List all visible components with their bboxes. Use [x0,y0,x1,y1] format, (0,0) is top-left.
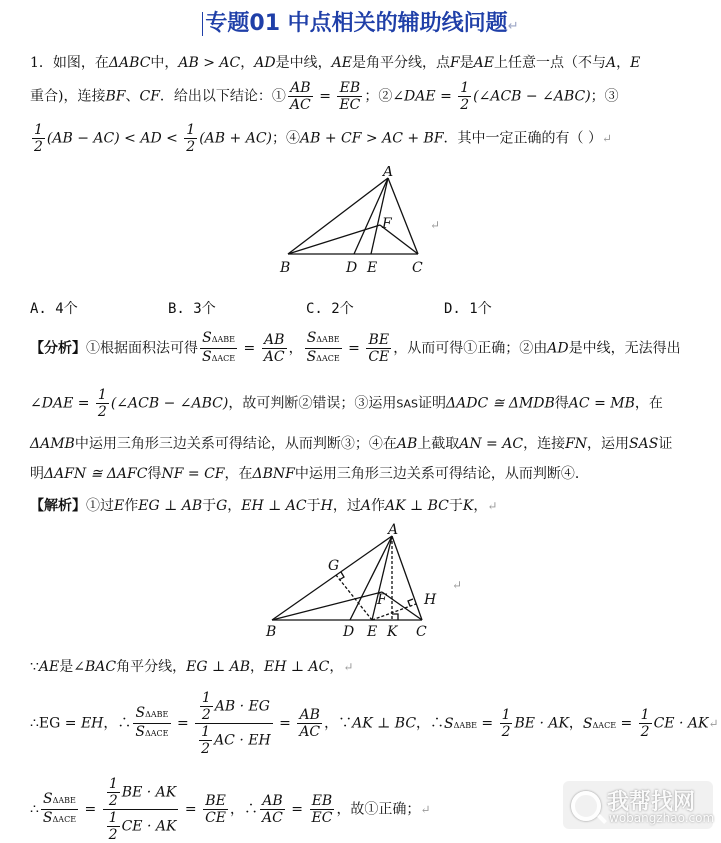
label-B: B [280,260,291,276]
text: ，在 [224,466,253,482]
sub: ΔACE [316,354,340,363]
label-B: B [266,624,277,640]
segment-AB [272,536,392,620]
fraction [184,122,197,155]
page-title [0,6,721,37]
analysis-tag: 【分析】 [30,340,86,357]
text: 得 [147,466,162,482]
segment-BF [272,592,382,620]
choice-a[interactable]: A. 4个 [30,301,78,317]
analysis-line-2 [30,387,701,420]
denominator [195,724,273,757]
text: 中运用三角形三边关系可得结论，从而判断④． [294,466,589,482]
text: 于 [306,498,321,514]
title-text: 专题01 中点相关的辅助线问题 [205,11,508,36]
problem-line-1 [30,52,701,72]
numerator: BE [203,793,228,810]
text: 是 [459,55,474,71]
text: ，∴ [103,715,132,732]
text: ，运用 [587,436,630,452]
text: ，故①正确； [336,801,421,818]
label-G: G [328,558,340,574]
text: = [274,715,296,732]
math: AE [331,55,352,71]
numerator [305,330,342,349]
label-K: K [387,624,398,640]
paragraph-mark-icon: ↵ [430,218,441,232]
denominator: EC [311,810,333,826]
text: ， [288,340,303,357]
watermark [563,781,713,829]
s: S [306,349,317,365]
text: 中运用三角形三边关系可得结论，从而判断③；④在 [74,436,397,452]
s: S [306,330,317,346]
text: 证明 [418,395,447,412]
text: BE · AK [121,784,177,801]
math: (∠ACB − ∠ABC) [110,395,229,412]
text: ， [227,498,242,514]
text: ，从而可得①正确；②由 [393,340,548,357]
text: = [286,801,308,818]
analysis-line-1 [30,330,701,367]
text: 角平分线， [116,659,187,675]
math: AD [547,340,569,357]
paragraph-mark-icon: ↵ [487,499,498,513]
text: 于 [202,498,217,514]
text: 作 [124,498,139,514]
numerator: 1 [640,707,650,723]
text: 是中线， [275,55,332,71]
text: = [172,715,194,732]
denominator [133,724,170,742]
text: 是 [59,659,74,675]
analysis-line-3 [30,433,701,453]
text: ；② [364,88,393,105]
paragraph-mark-icon: ↵ [343,660,354,674]
math: A [606,55,617,71]
math [444,716,477,732]
denominator [103,810,179,843]
fraction [337,80,362,113]
text: ，∵ [324,715,353,732]
numerator: 1 [108,776,118,792]
denominator: 2 [201,707,211,723]
sub: ΔABE [211,335,235,344]
denominator: AC [262,810,283,826]
text: 是角平分线，点 [351,55,450,71]
math: F [449,55,460,71]
label-F: F [382,216,392,232]
text: = [80,801,101,818]
math: AC = MB [568,395,635,412]
sub: ΔACE [592,720,617,730]
numerator: 1 [201,690,211,706]
label-D: D [346,260,358,276]
denominator: AC [289,97,311,113]
fraction [366,332,391,365]
right-angle-K [392,614,398,620]
fraction [107,776,120,809]
label-A: A [388,522,399,538]
problem-number: 1． [30,55,53,71]
numerator: AB [260,793,285,810]
label-E: E [367,260,378,276]
fraction [32,122,45,155]
text-cursor [202,12,203,36]
text: SAS [396,397,419,411]
math: BE · AK [514,715,569,732]
label-C: C [412,260,423,276]
paragraph-mark-icon: ↵ [708,716,719,731]
text: ；④ [272,130,300,147]
text: AB · EG [214,698,270,715]
solution-line-1 [30,495,701,515]
math: E [630,55,641,71]
segment-BF [288,225,380,254]
fraction [103,776,179,843]
math: A [360,498,371,514]
math: K [462,498,474,514]
watermark-en: wobangzhao.com [609,811,715,825]
math: ∠DAE = [392,88,457,105]
math: ΔAMB [30,436,75,452]
analysis-line-4 [30,463,701,483]
math: ΔABC [108,55,151,71]
math: CF [139,88,160,105]
triangle-figure-2 [260,522,450,640]
sub: ΔACE [52,815,77,824]
denominator [305,349,342,367]
fraction [41,791,78,828]
text: 作 [370,498,385,514]
math: EH [80,715,104,732]
math: AK ⊥ BC [352,715,417,732]
numerator [200,330,237,349]
denominator: 2 [108,793,118,809]
paragraph-mark-icon: ↵ [602,131,613,146]
denominator: CE [368,349,390,365]
s: S [42,810,53,826]
text: = [476,715,498,732]
numerator: EB [310,793,335,810]
text: 得 [554,395,569,412]
fraction [297,707,322,740]
text: = [616,715,637,732]
fraction [203,793,228,826]
text: ∴ [30,801,39,818]
label-E: E [367,624,378,640]
numerator: 1 [108,810,118,826]
math: (∠ACB − ∠ABC) [473,88,591,105]
text: ．给出以下结论：① [159,88,286,105]
text: ，∴ [230,801,259,818]
segment-CF [382,592,422,620]
numerator [195,690,273,724]
denominator: EC [339,97,361,113]
problem-line-2 [30,80,701,113]
math: AK ⊥ BC [384,498,449,514]
magnifier-icon [571,791,601,821]
numerator: AB [262,332,287,349]
numerator: 1 [34,122,43,138]
denominator: 2 [640,724,650,740]
s: S [444,715,454,732]
text: 上任意一点（不与 [494,55,607,71]
math: ∠DAE = [30,395,94,412]
text: 重合)，连接 [30,88,106,105]
math: E [114,498,125,514]
math: EH ⊥ AC [263,659,330,675]
s: S [135,705,146,721]
text: ①过 [86,498,114,514]
text: ， [616,55,631,71]
denominator: 2 [34,139,43,155]
math: EH ⊥ AC [241,498,307,514]
denominator: CE [205,810,227,826]
s: S [202,349,212,365]
denominator: 2 [186,139,196,155]
label-A: A [383,166,394,180]
paragraph-mark-icon: ↵ [420,802,431,817]
math: BF [105,88,126,105]
text: ∴EG = [30,715,81,732]
fraction [199,724,212,757]
proof-line-2 [30,690,719,757]
choice-d[interactable]: D. 1个 [444,301,492,317]
math: ΔADC ≅ ΔMDB [446,395,555,412]
text: 是中线，无法得出 [568,340,681,357]
s: S [202,330,212,346]
text: ∵ [30,659,39,675]
sub: ΔACE [144,729,169,738]
s: S [582,715,593,732]
math: ∠BAC [73,659,117,675]
fraction [195,690,273,757]
denominator: 2 [108,827,118,843]
math: AB [396,436,418,452]
math: ΔAFN ≅ ΔAFC [44,466,148,482]
text: 如图，在 [52,55,109,71]
fraction [200,330,237,367]
sub: ΔABE [316,335,340,344]
fraction [458,80,471,113]
numerator: 1 [201,724,211,740]
math: AE [38,659,60,675]
fraction [288,80,313,113]
math: ΔBNF [252,466,295,482]
fraction [133,705,170,742]
label-F: F [377,592,387,608]
text: ．其中一定正确的有（ ） [443,130,602,147]
math: AB > AC [178,55,241,71]
numerator [133,705,170,724]
math: SAS [629,436,659,452]
sub: ΔABE [145,710,169,719]
text: = [239,340,260,357]
s: S [135,724,145,740]
numerator: AB [288,80,313,97]
numerator: EB [337,80,362,97]
text: ，故可判断②错误；③运用 [228,395,397,412]
fraction [96,387,109,420]
text: 证 [658,436,673,452]
choice-c[interactable]: C. 2个 [306,301,354,317]
denominator: 2 [501,724,511,740]
text: ①根据面积法可得 [86,340,198,357]
fraction [500,707,513,740]
text: 于 [448,498,463,514]
numerator: 1 [501,707,511,723]
denominator: 2 [460,97,470,113]
numerator: BE [366,332,391,349]
denominator [41,810,78,828]
text: ， [473,498,488,514]
fraction [305,330,342,367]
paragraph-mark-icon: ↵ [507,19,519,34]
label-D: D [343,624,355,640]
text: ，在 [634,395,663,412]
numerator: 1 [460,80,470,96]
fraction [639,707,652,740]
denominator: 2 [201,741,211,757]
choice-b[interactable]: B. 3个 [168,301,216,317]
numerator: 1 [186,122,196,138]
text: 明 [30,466,44,482]
math: (AB + AC) [199,130,272,147]
text: ， [329,659,344,675]
text: = [343,340,365,357]
label-C: C [416,624,427,640]
math: FN [565,436,588,452]
math: EG ⊥ AB [138,498,203,514]
fraction [107,810,120,843]
numerator: 1 [97,387,107,403]
fraction [310,793,335,826]
numerator [103,776,179,810]
text: ，∴ [416,715,445,732]
watermark-cn: 我帮找网 [607,790,696,815]
math: EG ⊥ AB [186,659,250,675]
fraction [200,690,213,723]
math: NF = CF [161,466,225,482]
text: ；③ [590,88,619,105]
s: S [43,791,53,807]
paragraph-mark-icon: ↵ [452,578,463,592]
denominator: 2 [97,404,107,420]
denominator [200,349,237,367]
proof-line-1 [30,656,701,676]
text: CE · AK [121,818,177,835]
math: CE · AK [653,715,709,732]
fraction [262,332,287,365]
text: ， [240,55,255,71]
math: (AB − AC) < AD < [46,130,183,147]
text: ，连接 [523,436,566,452]
math: H [320,498,333,514]
fraction [260,793,285,826]
text: = [180,801,202,818]
denominator: AC [299,724,321,740]
text: AC · EH [214,732,271,749]
text: ， [249,659,264,675]
problem-line-3 [30,122,701,155]
sub: ΔABE [52,796,76,805]
numerator: AB [297,707,322,724]
math: AB + CF > AC + BF [300,130,444,147]
math: AD [254,55,276,71]
text: 中， [150,55,179,71]
math: AN = AC [459,436,524,452]
label-H: H [424,592,437,608]
text: 上截取 [417,436,460,452]
sub: ΔABE [453,720,477,730]
denominator: AC [263,349,285,365]
math: G [216,498,228,514]
text: ，过 [332,498,361,514]
text: 、 [125,88,140,105]
numerator [41,791,78,810]
text: = [314,88,336,105]
solution-tag: 【解析】 [30,498,86,514]
math [583,716,616,732]
sub: ΔACE [211,354,236,363]
text: ， [568,715,583,732]
math: AE [473,55,495,71]
